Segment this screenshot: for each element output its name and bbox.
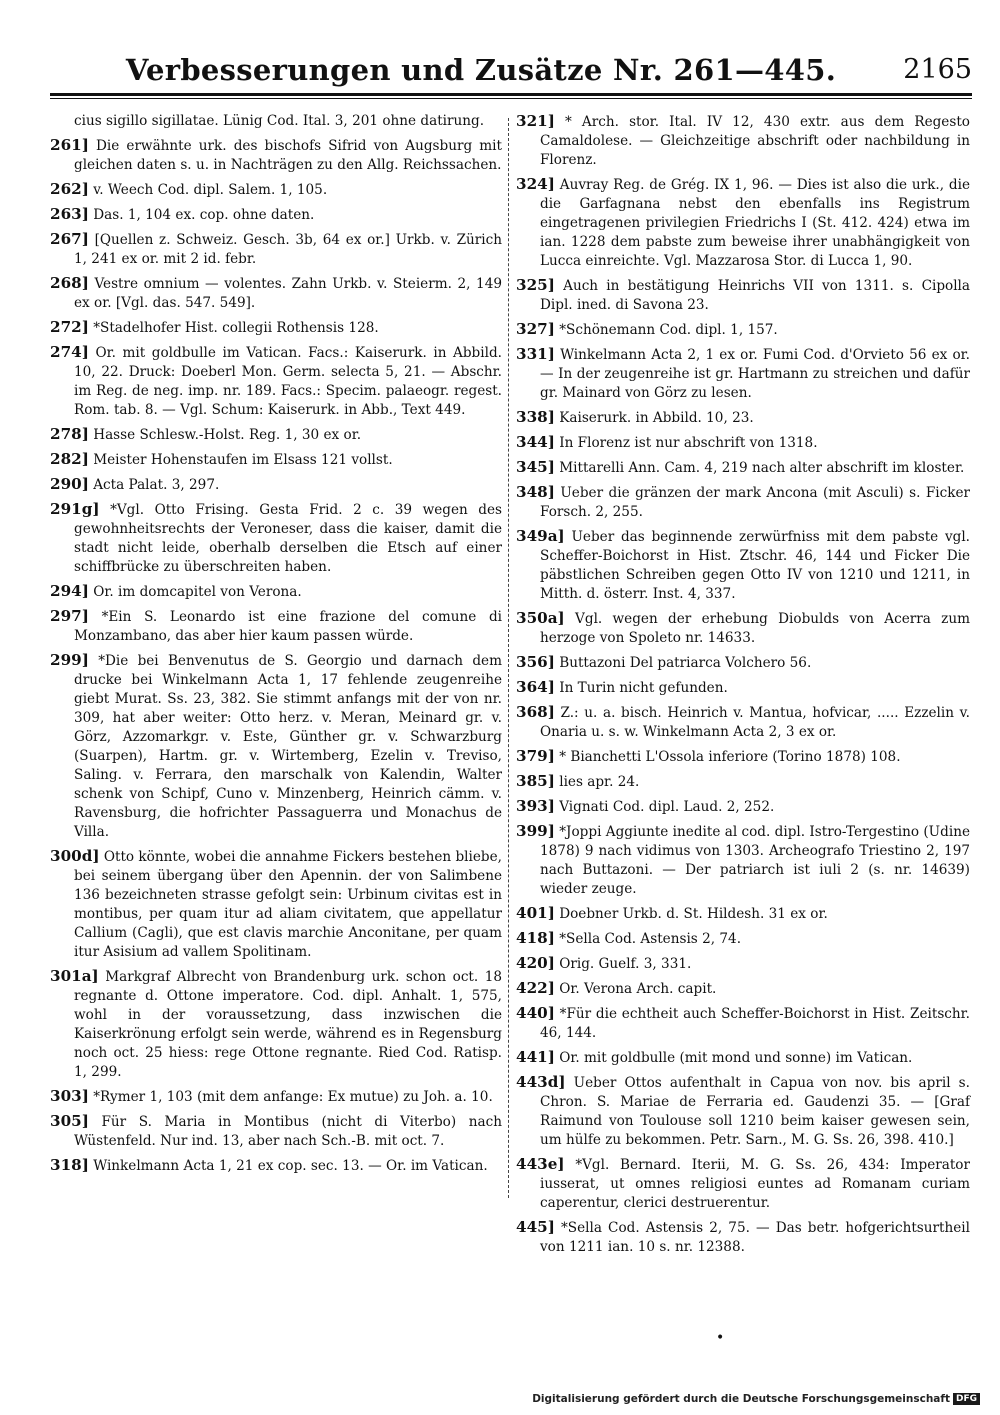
entry-number: 401]	[516, 904, 555, 922]
correction-entry	[50, 651, 502, 842]
left-column	[50, 112, 502, 1181]
correction-entry	[516, 979, 970, 999]
entry-text: *Sella Cod. Astensis 2, 75. — Das betr. hofgerichtsurtheil von 1211 ian. 10 s. nr. 12388.	[540, 1220, 970, 1255]
correction-entry	[516, 458, 970, 478]
entry-text: *Ein S. Leonardo ist eine frazione del comune di Monzambano, das aber hier kaum passen würde.	[74, 609, 502, 644]
entry-number: 350a]	[516, 609, 565, 627]
correction-entry	[516, 954, 970, 974]
right-column	[516, 112, 970, 1262]
entry-number: 345]	[516, 458, 555, 476]
entry-number: 445]	[516, 1218, 555, 1236]
correction-entry	[516, 1155, 970, 1213]
correction-entry	[516, 609, 970, 648]
correction-entry	[516, 747, 970, 767]
entry-text: Vestre omnium — volentes. Zahn Urkb. v. Steierm. 2, 149 ex or. [Vgl. das. 547. 549].	[74, 276, 502, 311]
entry-number: 261]	[50, 136, 89, 154]
entry-number: 418]	[516, 929, 555, 947]
entry-text: Winkelmann Acta 2, 1 ex or. Fumi Cod. d'Orvieto 56 ex or. — In der zeugenreihe ist gr. Hartmann zu streichen und dafür gr. Mainard von Görz zu lesen.	[540, 347, 970, 401]
correction-entry	[50, 582, 502, 602]
entry-text: Doebner Urkb. d. St. Hildesh. 31 ex or.	[559, 906, 828, 922]
correction-entry	[50, 1112, 502, 1151]
correction-entry	[516, 320, 970, 340]
entry-text: lies apr. 24.	[559, 774, 640, 790]
correction-entry	[50, 500, 502, 577]
entry-text: Acta Palat. 3, 297.	[93, 477, 220, 493]
entry-number: 294]	[50, 582, 89, 600]
correction-entry	[516, 904, 970, 924]
correction-entry	[516, 1048, 970, 1068]
correction-entry	[516, 112, 970, 170]
entry-number: 282]	[50, 450, 89, 468]
entry-text: Für S. Maria in Montibus (nicht di Viterbo) nach Wüstenfeld. Nur ind. 13, aber nach Sch.-B. mit oct. 7.	[74, 1114, 502, 1149]
correction-entry	[516, 653, 970, 673]
entry-text: Buttazoni Del patriarca Volchero 56.	[559, 655, 812, 671]
entry-text: Mittarelli Ann. Cam. 4, 219 nach alter abschrift im kloster.	[559, 460, 965, 476]
footer	[532, 1393, 980, 1405]
entry-number: 443d]	[516, 1073, 566, 1091]
entry-text: Die erwähnte urk. des bischofs Sifrid von Augsburg mit gleichen daten s. u. in Nachträgen zu den Allg. Reichssachen.	[74, 138, 502, 173]
entry-number: 443e]	[516, 1155, 565, 1173]
entry-number: 356]	[516, 653, 555, 671]
entry-text: Z.: u. a. bisch. Heinrich v. Mantua, hofvicar, ..... Ezzelin v. Onaria u. s. w. Winkelmann Acta 2, 3 ex or.	[540, 705, 970, 740]
entry-text: Ueber die gränzen der mark Ancona (mit Asculi) s. Ficker Forsch. 2, 255.	[540, 485, 971, 520]
entry-text: Or. Verona Arch. capit.	[559, 981, 717, 997]
correction-entry	[50, 607, 502, 646]
correction-entry	[50, 1156, 502, 1176]
entry-number: 262]	[50, 180, 89, 198]
entry-number: 301a]	[50, 967, 99, 985]
correction-entry	[50, 475, 502, 495]
correction-entry	[516, 1073, 970, 1150]
entry-number: 300d]	[50, 847, 100, 865]
entry-number: 324]	[516, 175, 555, 193]
entry-number: 420]	[516, 954, 555, 972]
entry-number: 263]	[50, 205, 89, 223]
correction-entry	[516, 822, 970, 899]
correction-entry	[516, 772, 970, 792]
entry-text: *Joppi Aggiunte inedite al cod. dipl. Istro-Tergestino (Udine 1878) 9 nach vidimus von 1303. Archeografo Triestino 2, 197 nach Buttazoni. — Der patriarch ist iuli 2 (s. nr. 14639) wieder zeuge.	[540, 824, 970, 897]
entry-text: Auch in bestätigung Heinrichs VII von 1311. s. Cipolla Dipl. ined. di Savona 23.	[540, 278, 971, 313]
entry-text: *Schönemann Cod. dipl. 1, 157.	[559, 322, 778, 338]
entry-number: 344]	[516, 433, 555, 451]
entry-text: Vignati Cod. dipl. Laud. 2, 252.	[559, 799, 775, 815]
entry-text: Or. mit goldbulle (mit mond und sonne) im Vatican.	[559, 1050, 913, 1066]
footer-text: Digitalisierung gefördert durch die Deutsche Forschungsgemeinschaft	[532, 1393, 950, 1405]
entry-number: 399]	[516, 822, 555, 840]
correction-entry	[50, 847, 502, 962]
entry-number: 274]	[50, 343, 89, 361]
correction-entry	[516, 678, 970, 698]
entry-text: *Die bei Benvenutus de S. Georgio und darnach dem drucke bei Winkelmann Acta 1, 17 fehlende zeugenreihe giebt Murat. Ss. 23, 382. Sie stimmt anfangs mit der von nr. 309, hat aber weiter: Otto herz. v. Meran, Meinard gr. v. Görz, Azzomarkgr. v. Este, Günther gr. v. Schwarzburg (Suarpen), Hartm. gr. v. Wirtemberg, Ezelin v. Treviso, Saling. v. Ferrara, den marschalk von Kalendin, Walter schenk von Schipf, Cuno v. Minzenberg, Heinrich cämm. v. Ravensburg, die hofrichter Passaguerra und Monachus de Villa.	[74, 653, 502, 840]
entry-text: *Vgl. Bernard. Iterii, M. G. Ss. 26, 434: Imperator iusserat, ut omnes religiosi euntes ad Romanam curiam caperentur, clerici destruerentur.	[540, 1157, 970, 1211]
entry-number: 268]	[50, 274, 89, 292]
entry-number: 318]	[50, 1156, 89, 1174]
entry-text: Ueber Ottos aufenthalt in Capua von nov. bis april s. Chron. S. Mariae de Ferraria ed. Gaudenzi 35. — [Graf Raimund von Toulouse soll 1210 beim kaiser gewesen sein, um hülfe zu bekommen. Petr. Sarn., M. G. Ss. 26, 398. 410.]	[540, 1075, 970, 1148]
correction-entry	[516, 433, 970, 453]
entry-number: 338]	[516, 408, 555, 426]
entry-number: 305]	[50, 1112, 89, 1130]
entry-text: Markgraf Albrecht von Brandenburg urk. schon oct. 18 regnante d. Ottone imperatore. Cod. dipl. Anhalt. 1, 575, wohl in der voraussetzung, dass inzwischen die Kaiserkrönung erfolgt sein werde, während es in Regensburg noch oct. 25 hiess: rege Ottone regnante. Ried Cod. Ratisp. 1, 299.	[74, 969, 502, 1080]
entry-number: 267]	[50, 230, 89, 248]
column-divider	[508, 118, 509, 1198]
entry-number: 299]	[50, 651, 89, 669]
correction-entry	[50, 318, 502, 338]
entry-text: *Für die echtheit auch Scheffer-Boichorst in Hist. Zeitschr. 46, 144.	[540, 1006, 970, 1041]
dfg-logo: DFG	[953, 1393, 980, 1405]
entry-text: Auvray Reg. de Grég. IX 1, 96. — Dies ist also die urk., die die Garfagnana nebst den ebenfalls ins Registrum eingetragenen privilegien Friedrichs I (St. 412. 424) etwa im ian. 1228 dem pabste zum beweise ihrer unabhängigkeit von Lucca einreichte. Vgl. Mazzarosa Stor. di Lucca 1, 90.	[540, 177, 970, 269]
entry-number: 331]	[516, 345, 555, 363]
entry-number: 303]	[50, 1087, 89, 1105]
correction-entry	[50, 1087, 502, 1107]
correction-entry	[516, 175, 970, 271]
correction-entry	[516, 276, 970, 315]
entry-number: 291g]	[50, 500, 100, 518]
correction-entry	[516, 929, 970, 949]
entry-number: 290]	[50, 475, 89, 493]
entry-number: 368]	[516, 703, 555, 721]
entry-text: [Quellen z. Schweiz. Gesch. 3b, 64 ex or.] Urkb. v. Zürich 1, 241 ex or. mit 2 id. febr.	[74, 232, 502, 267]
entry-number: 440]	[516, 1004, 555, 1022]
entry-text: * Bianchetti L'Ossola inferiore (Torino 1878) 108.	[559, 749, 901, 765]
entry-text: *Vgl. Otto Frising. Gesta Frid. 2 c. 39 wegen des gewohnheitsrechts der Veroneser, dass die kaiser, damit die stadt nicht leide, oberhalb derselben die Etsch auf einer schiffbrücke zu überschreiten haben.	[74, 502, 503, 575]
entry-number: 348]	[516, 483, 555, 501]
entry-text: cius sigillo sigillatae. Lünig Cod. Ital. 3, 201 ohne datirung.	[74, 113, 485, 129]
entry-number: 385]	[516, 772, 555, 790]
entry-number: 327]	[516, 320, 555, 338]
correction-entry	[516, 703, 970, 742]
page-title: Verbesserungen und Zusätze Nr. 261—445.	[125, 53, 837, 87]
entry-number: 379]	[516, 747, 555, 765]
entry-text: In Turin nicht gefunden.	[559, 680, 728, 696]
correction-entry	[50, 230, 502, 269]
correction-entry	[50, 450, 502, 470]
correction-entry	[516, 483, 970, 522]
entry-text: *Rymer 1, 103 (mit dem anfange: Ex mutue) zu Joh. a. 10.	[93, 1089, 493, 1105]
entry-number: 349a]	[516, 527, 565, 545]
correction-entry	[50, 425, 502, 445]
entry-number: 321]	[516, 112, 555, 130]
entry-text: Vgl. wegen der erhebung Diobulds von Acerra zum herzoge von Spoleto nr. 14633.	[540, 611, 970, 646]
entry-text: Meister Hohenstaufen im Elsass 121 vollst.	[93, 452, 393, 468]
correction-entry	[50, 136, 502, 175]
correction-entry	[516, 527, 970, 604]
entry-text: Otto könnte, wobei die annahme Fickers bestehen bliebe, bei seinem übergang über den Apennin. der von Salimbene 136 bezeichneten strasse gefolgt sein: Urbinum civitas est in montibus, per quam itur ad aliam civitatem, que appellatur Callium (Cagli), que est clavis marchie Anconitane, per quam itur Asisium ad vallem Spolitinam.	[74, 849, 502, 960]
entry-text: Ueber das beginnende zerwürfniss mit dem pabste vgl. Scheffer-Boichorst in Hist. Ztschr. 46, 144 und Ficker Die päbstlichen Schreiben gegen Otto IV von 1210 und 1211, in Mitth. d. österr. Inst. 4, 337.	[540, 529, 970, 602]
header-rule-thick	[50, 93, 972, 96]
correction-entry	[50, 967, 502, 1082]
correction-entry	[50, 274, 502, 313]
entry-text: *Sella Cod. Astensis 2, 74.	[559, 931, 742, 947]
entry-text: v. Weech Cod. dipl. Salem. 1, 105.	[93, 182, 328, 198]
correction-entry	[50, 112, 502, 131]
entry-text: Or. mit goldbulle im Vatican. Facs.: Kaiserurk. in Abbild. 10, 22. Druck: Doeberl Mon. Germ. selecta 5, 21. — Abschr. im Reg. de neg. imp. nr. 189. Facs.: Specim. palaeogr. regest. Rom. tab. 8. — Vgl. Schum: Kaiserurk. in Abb., Text 449.	[74, 345, 502, 418]
correction-entry	[516, 408, 970, 428]
entry-text: In Florenz ist nur abschrift von 1318.	[559, 435, 818, 451]
entry-number: 278]	[50, 425, 89, 443]
entry-number: 297]	[50, 607, 89, 625]
entry-text: Orig. Guelf. 3, 331.	[559, 956, 692, 972]
entry-number: 272]	[50, 318, 89, 336]
correction-entry	[50, 205, 502, 225]
correction-entry	[50, 180, 502, 200]
page-end-mark: •	[716, 1330, 725, 1346]
correction-entry	[516, 797, 970, 817]
entry-text: *Stadelhofer Hist. collegii Rothensis 128.	[93, 320, 379, 336]
entry-number: 393]	[516, 797, 555, 815]
entry-number: 364]	[516, 678, 555, 696]
correction-entry	[50, 343, 502, 420]
correction-entry	[516, 1218, 970, 1257]
entry-number: 441]	[516, 1048, 555, 1066]
entry-text: Hasse Schlesw.-Holst. Reg. 1, 30 ex or.	[93, 427, 362, 443]
entry-number: 422]	[516, 979, 555, 997]
correction-entry	[516, 1004, 970, 1043]
entry-text: Winkelmann Acta 1, 21 ex cop. sec. 13. — Or. im Vatican.	[93, 1158, 488, 1174]
correction-entry	[516, 345, 970, 403]
header-rule-thin	[50, 98, 972, 99]
entry-text: * Arch. stor. Ital. IV 12, 430 extr. aus dem Regesto Camaldolese. — Gleichzeitige abschrift oder nachbildung in Florenz.	[540, 114, 970, 168]
entry-text: Das. 1, 104 ex. cop. ohne daten.	[93, 207, 315, 223]
page-number: 2165	[903, 54, 972, 85]
page-header	[50, 52, 972, 88]
entry-number: 325]	[516, 276, 555, 294]
entry-text: Or. im domcapitel von Verona.	[93, 584, 302, 600]
entry-text: Kaiserurk. in Abbild. 10, 23.	[559, 410, 754, 426]
